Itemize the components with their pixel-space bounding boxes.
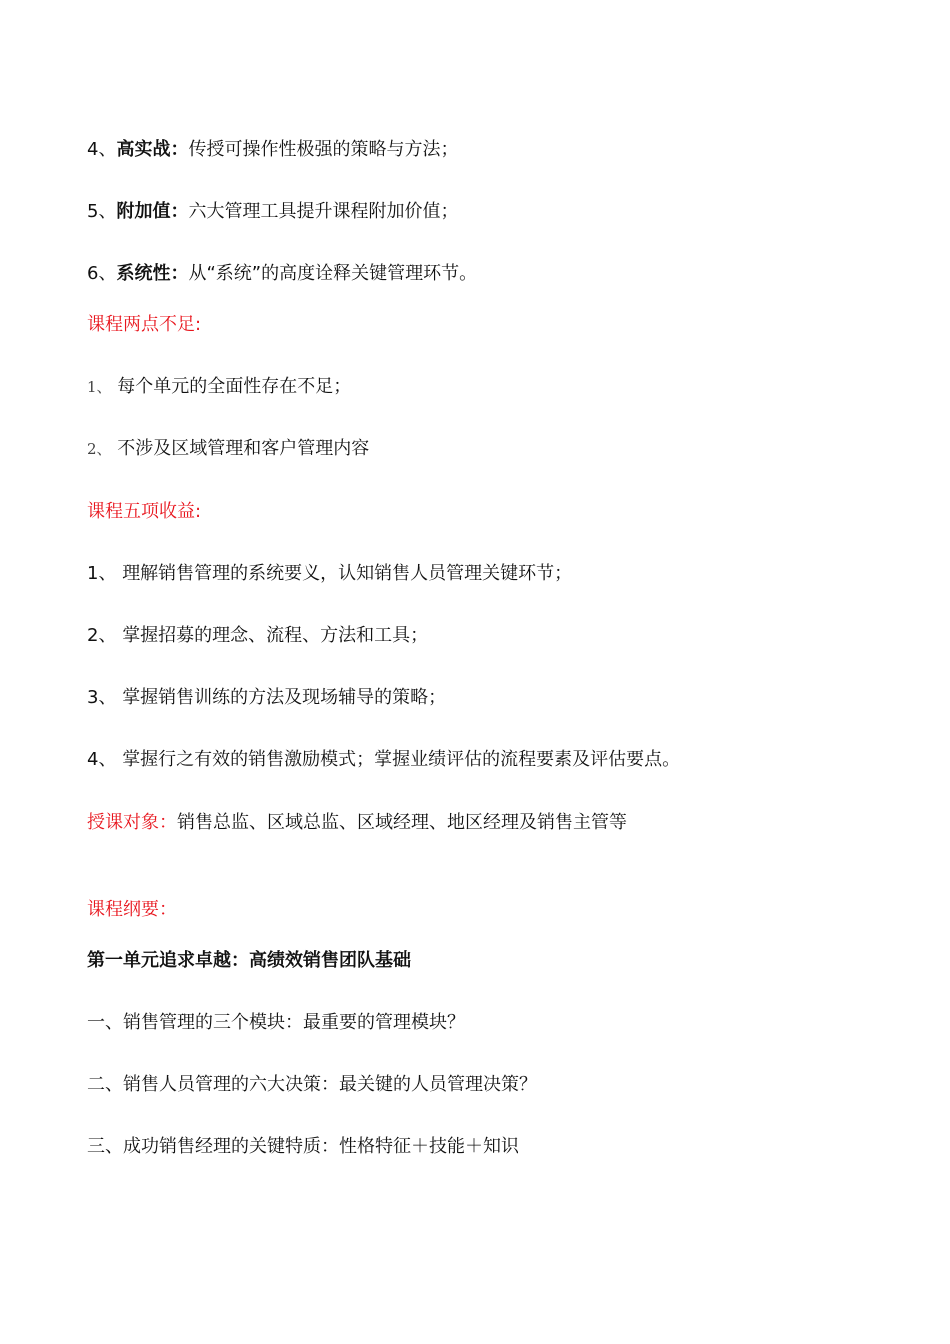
- audience-text: 销售总监、区域总监、区域经理、地区经理及销售主管等: [177, 812, 627, 833]
- benefit-item-2: [87, 624, 428, 648]
- unit-title: 第一单元追求卓越：高绩效销售团队基础: [87, 950, 411, 971]
- item-num: 1、: [87, 563, 117, 584]
- feature-title: 系统性：: [116, 263, 189, 284]
- item-num: 2、: [87, 625, 117, 646]
- feature-text: 从“系统”的高度诠释关键管理环节。: [188, 263, 478, 284]
- audience-label: 授课对象：: [87, 812, 177, 833]
- feature-text: 六大管理工具提升课程附加价值；: [188, 201, 459, 222]
- shortcoming-item-2: [87, 437, 369, 461]
- audience-line: [87, 811, 627, 835]
- item-text: 每个单元的全面性存在不足；: [117, 376, 352, 397]
- item-num: 2、: [87, 440, 112, 458]
- feature-text: 传授可操作性极强的策略与方法；: [188, 139, 459, 160]
- feature-line-4: [87, 138, 458, 162]
- shortcoming-item-1: [87, 375, 351, 399]
- feature-line-5: [87, 200, 458, 224]
- benefit-item-3: [87, 686, 446, 710]
- benefits-heading: 课程五项收益:: [87, 501, 202, 522]
- feature-num: 6、: [87, 263, 117, 284]
- item-text: 掌握招募的理念、流程、方法和工具；: [122, 625, 429, 646]
- outline-heading: 课程纲要：: [87, 899, 177, 920]
- shortcomings-heading: 课程两点不足:: [87, 314, 202, 335]
- item-text: 掌握行之有效的销售激励模式；掌握业绩评估的流程要素及评估要点。: [122, 749, 681, 770]
- feature-line-6: [87, 262, 477, 286]
- outline-item-1: 一、销售管理的三个模块：最重要的管理模块？: [87, 1012, 465, 1033]
- feature-num: 5、: [87, 201, 117, 222]
- benefit-item-1: [87, 562, 572, 586]
- benefit-item-4: [87, 748, 680, 772]
- item-num: 4、: [87, 749, 117, 770]
- item-text: 不涉及区域管理和客户管理内容: [117, 438, 370, 459]
- item-text: 掌握销售训练的方法及现场辅导的策略；: [122, 687, 447, 708]
- item-text: 理解销售管理的系统要义，认知销售人员管理关键环节；: [122, 563, 573, 584]
- feature-title: 附加值：: [116, 201, 189, 222]
- outline-item-3: 三、成功销售经理的关键特质：性格特征＋技能＋知识: [87, 1136, 519, 1157]
- feature-num: 4、: [87, 139, 117, 160]
- item-num: 1、: [87, 378, 112, 396]
- item-num: 3、: [87, 687, 117, 708]
- feature-title: 高实战：: [116, 139, 189, 160]
- outline-item-2: 二、销售人员管理的六大决策：最关键的人员管理决策？: [87, 1074, 537, 1095]
